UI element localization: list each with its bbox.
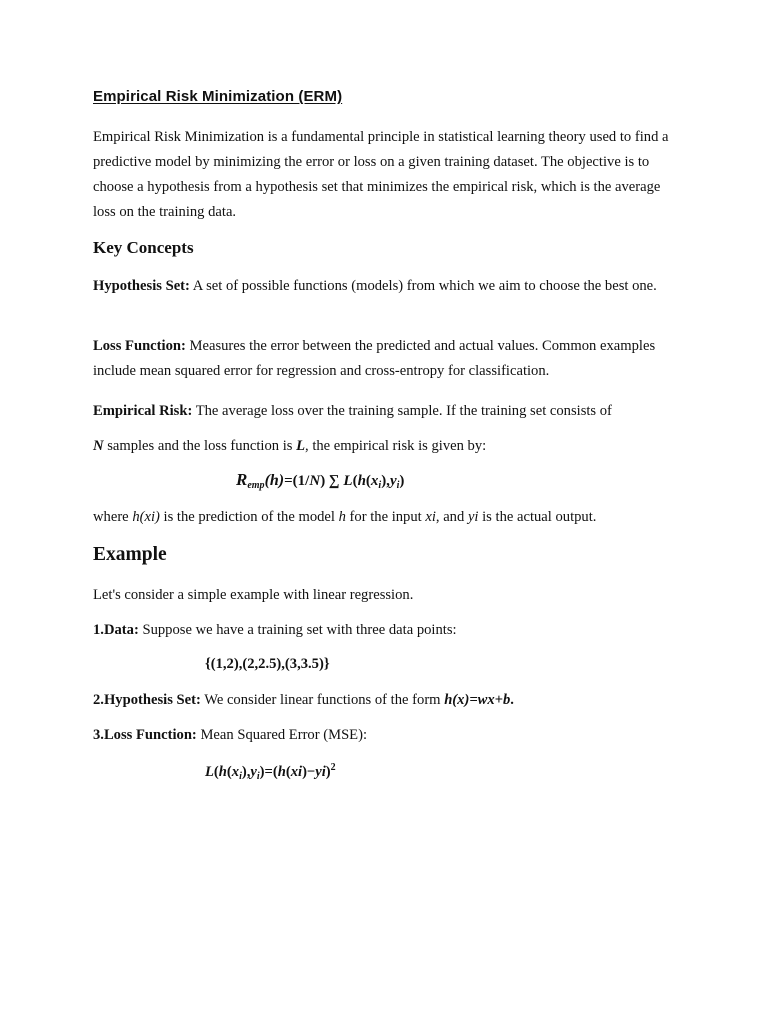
where-yi: yi <box>467 509 479 525</box>
formula-part-1: =(1/ <box>284 473 310 489</box>
mse-x: x <box>231 764 240 780</box>
formula-part-6: ) <box>399 473 405 489</box>
mse-y: y <box>250 764 257 780</box>
formula-y-sub: i <box>396 480 400 491</box>
hypothesis-text: We consider linear functions of the form <box>200 692 445 708</box>
var-l: L <box>296 438 306 454</box>
mse-square: 2 <box>330 762 336 773</box>
hypothesis-set-text: A set of possible functions (models) from which we aim to choose the best one. <box>189 278 657 294</box>
hypothesis-term: 2.Hypothesis Set: <box>93 692 201 708</box>
hypothesis-set-paragraph <box>93 274 673 299</box>
hypothesis-formula: h(x)=wx+b <box>444 692 511 708</box>
where-text-5: is the actual output. <box>478 509 597 525</box>
formula-y: y <box>389 473 397 489</box>
hypothesis-period: . <box>510 692 514 708</box>
mse-yi: yi <box>315 764 326 780</box>
where-paragraph <box>93 505 673 530</box>
formula-part-4: ( <box>365 473 371 489</box>
loss-function-term: Loss Function: <box>93 338 186 354</box>
data-term: 1.Data: <box>93 622 139 638</box>
data-text: Suppose we have a training set with three data points: <box>138 622 457 638</box>
formula-l: L <box>343 473 353 489</box>
loss-term: 3.Loss Function: <box>93 727 197 743</box>
formula-sub-emp: emp <box>247 480 265 491</box>
intro-paragraph: Empirical Risk Minimization is a fundamental principle in statistical learning theory used to find a predictive model by minimizing the error or loss on a given training dataset. The objective is to choose a hypothesis from a hypothesis set that minimizes the empirical risk, which is the average loss on the training data. <box>93 129 669 220</box>
where-text-2: is the prediction of the model <box>159 509 339 525</box>
formula-n: N <box>309 473 321 489</box>
empirical-risk-formula <box>236 470 404 491</box>
data-points: {(1,2),(2,2.5),(3,3.5)} <box>205 656 330 672</box>
formula-r: R <box>236 470 248 489</box>
hypothesis-paragraph <box>93 688 673 713</box>
formula-hx: h <box>357 473 366 489</box>
key-concepts-heading: Key Concepts <box>93 238 194 257</box>
formula-part-3: ( <box>352 473 358 489</box>
mse-x-sub: i <box>239 771 242 782</box>
where-text-1: where <box>93 509 133 525</box>
document-title: Empirical Risk Minimization (ERM) <box>93 88 343 105</box>
mse-xi: xi <box>290 764 303 780</box>
loss-text: Mean Squared Error (MSE): <box>196 727 368 743</box>
mse-h2: h <box>277 764 286 780</box>
empirical-risk-paragraph <box>93 394 673 464</box>
mse-part-1: ( <box>213 764 219 780</box>
where-xi: xi <box>425 509 436 525</box>
mse-part-6: )− <box>302 764 316 780</box>
loss-function-text: Measures the error between the predicted and actual values. Common examples include mean squared error for regression and cross-entropy for classification. <box>93 338 656 379</box>
empirical-risk-term: Empirical Risk: <box>93 403 193 419</box>
formula-x: x <box>370 473 379 489</box>
mse-part-5: ( <box>285 764 291 780</box>
mse-h: h <box>218 764 227 780</box>
mse-y-sub: i <box>256 771 260 782</box>
loss-function-paragraph <box>93 334 673 384</box>
example-intro: Let's consider a simple example with linear regression. <box>93 587 414 603</box>
example-heading: Example <box>93 544 167 565</box>
where-h: h <box>338 509 346 525</box>
formula-h: (h) <box>264 472 285 489</box>
empirical-risk-text-3: , the empirical risk is given by: <box>305 438 487 454</box>
hypothesis-set-term: Hypothesis Set: <box>93 278 190 294</box>
formula-part-2: ) ∑ <box>320 473 344 489</box>
mse-part-2: ( <box>226 764 232 780</box>
mse-l: L <box>205 764 214 780</box>
empirical-risk-text-2: samples and the loss function is <box>103 438 297 454</box>
mse-part-4: )=( <box>259 764 278 780</box>
loss-paragraph <box>93 723 673 748</box>
where-text-4: , and <box>435 509 468 525</box>
var-n: N <box>93 438 104 454</box>
formula-x-sub: i <box>378 480 382 491</box>
mse-part-7: ) <box>325 764 331 780</box>
where-hxi: h(xi) <box>132 509 160 525</box>
formula-part-5: ), <box>381 473 390 489</box>
mse-formula <box>205 762 336 782</box>
empirical-risk-text-1: The average loss over the training sample. If the training set consists of <box>192 403 612 419</box>
data-paragraph <box>93 618 673 643</box>
where-text-3: for the input <box>345 509 426 525</box>
mse-part-3: ), <box>241 764 251 780</box>
